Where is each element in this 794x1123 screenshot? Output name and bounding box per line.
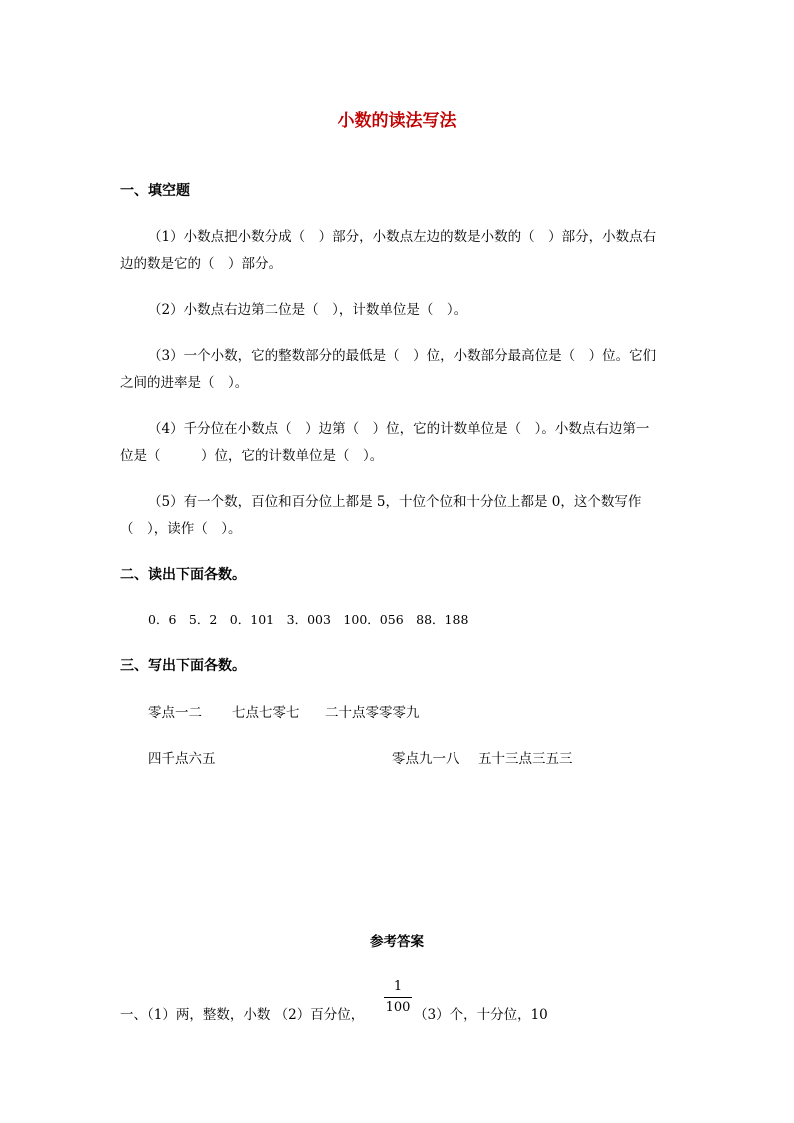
fraction-denominator: 100 bbox=[385, 1000, 411, 1015]
answer-line1-prefix: 一、（1）两，整数，小数 （2）百分位， bbox=[120, 1007, 365, 1023]
answer-line1-suffix: （3）个，十分位，10 bbox=[414, 1007, 548, 1023]
numbers-to-read: 0．6 5．2 0．101 3．003 100．056 88．188 bbox=[148, 612, 469, 627]
fraction bbox=[384, 979, 412, 1016]
fraction-bar bbox=[384, 997, 412, 998]
page-title: 小数的读法写法 bbox=[337, 111, 457, 131]
q5-line1: （5）有一个数，百位和百分位上都是 5，十位个位和十分位上都是 0，这个数写作 bbox=[148, 494, 642, 510]
q2-line1: （2）小数点右边第二位是（ ），计数单位是（ ）。 bbox=[148, 302, 468, 318]
section1-heading: 一、填空题 bbox=[120, 183, 190, 199]
section2-heading: 二、读出下面各数。 bbox=[120, 567, 246, 583]
write-item: 五十三点三五三 bbox=[478, 751, 573, 767]
q4-line2: 位是（ ）位，它的计数单位是（ ）。 bbox=[120, 448, 384, 464]
section3-heading: 三、写出下面各数。 bbox=[120, 658, 246, 674]
q3-line2: 之间的进率是（ ）。 bbox=[120, 375, 249, 391]
write-item: 零点一二 bbox=[148, 705, 202, 721]
q1-line2: 边的数是它的（ ）部分。 bbox=[120, 256, 282, 272]
write-item: 零点九一八 bbox=[392, 751, 460, 767]
q4-line1: （4）千分位在小数点（ ）边第（ ）位，它的计数单位是（ ）。小数点右边第一 bbox=[148, 421, 650, 437]
fraction-numerator: 1 bbox=[393, 979, 403, 994]
write-item: 七点七零七 bbox=[232, 705, 300, 721]
write-item: 四千点六五 bbox=[148, 751, 216, 767]
write-item: 二十点零零零九 bbox=[325, 705, 420, 721]
q5-line2: （ ），读作（ ）。 bbox=[120, 521, 242, 537]
q1-line1: （1）小数点把小数分成（ ）部分，小数点左边的数是小数的（ ）部分，小数点右 bbox=[148, 229, 657, 245]
q3-line1: （3）一个小数，它的整数部分的最低是（ ）位，小数部分最高位是（ ）位。它们 bbox=[148, 348, 657, 364]
answers-heading: 参考答案 bbox=[370, 934, 424, 950]
